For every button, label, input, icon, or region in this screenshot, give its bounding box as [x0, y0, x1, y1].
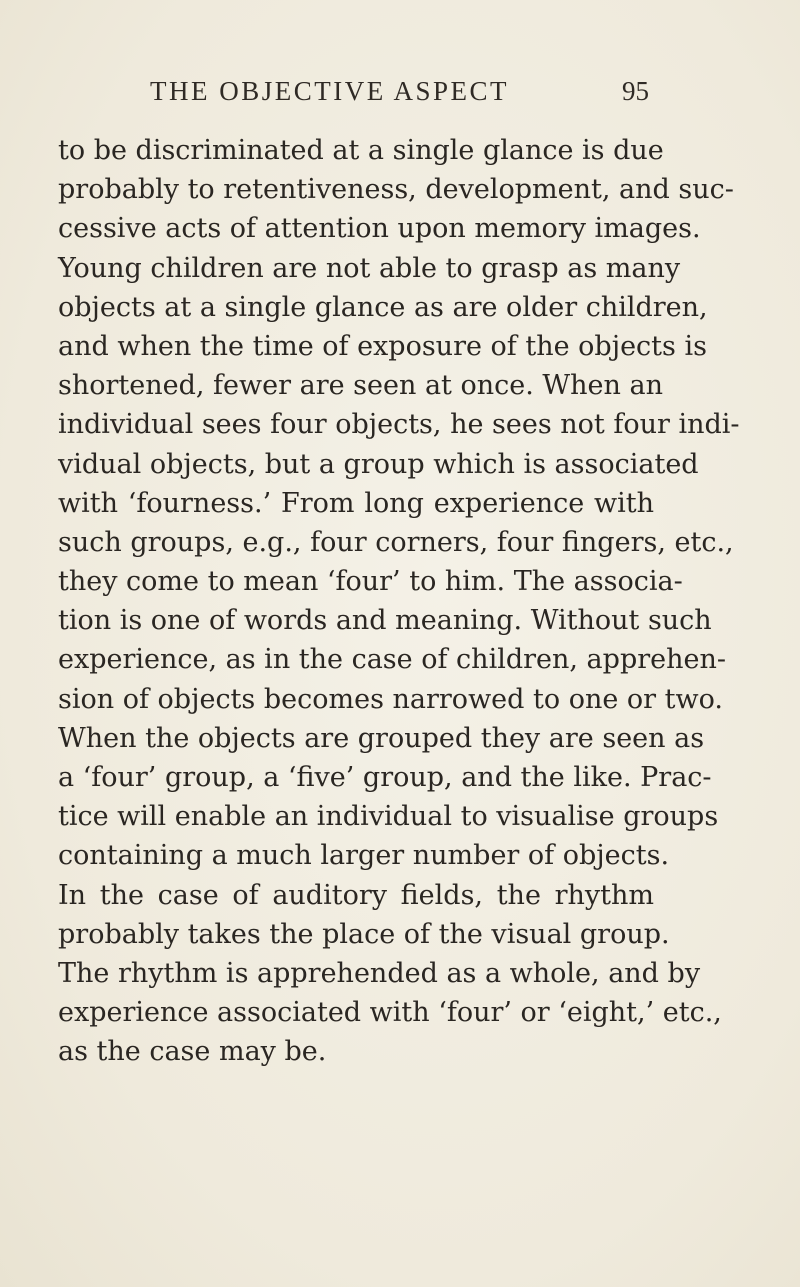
text-line: probably to retentiveness, development, and suc- [58, 174, 734, 206]
text-line: objects at a single glance as are older children, [58, 291, 708, 323]
text-line: and when the time of exposure of the objects is [58, 330, 707, 362]
page-number: 95 [622, 76, 649, 106]
text-line: to be discriminated at a single glance is due [58, 135, 664, 166]
text-line: vidual objects, but a group which is associated [58, 448, 699, 480]
text-line: with ‘fourness.’ From long experience with [58, 487, 654, 519]
text-line: cessive acts of attention upon memory images. [58, 213, 701, 245]
text-line: individual sees four objects, he sees not four indi- [58, 409, 740, 441]
text-line: tion is one of words and meaning. Without such [58, 605, 712, 637]
text-line: In the case of auditory fields, the rhythm [58, 879, 654, 911]
text-line: containing a much larger number of objects. [58, 840, 670, 872]
text-line: experience associated with ‘four’ or ‘eight,’ etc., [58, 997, 722, 1029]
running-header: THE OBJECTIVE ASPECT [150, 76, 510, 106]
text-line: When the objects are grouped they are seen as [58, 722, 705, 754]
text-line: they come to mean ‘four’ to him. The associa- [58, 566, 683, 598]
text-line: tice will enable an individual to visualise groups [58, 801, 719, 833]
text-line: The rhythm is apprehended as a whole, and by [58, 957, 701, 989]
text-line: probably takes the place of the visual group. [58, 918, 670, 950]
body-text [58, 131, 740, 1072]
text-line: as the case may be. [58, 1036, 327, 1068]
text-line: such groups, e.g., four corners, four fingers, etc., [58, 526, 734, 558]
text-line: experience, as in the case of children, apprehen- [58, 644, 726, 676]
text-line: shortened, fewer are seen at once. When an [58, 370, 663, 402]
text-line: sion of objects becomes narrowed to one or two. [58, 683, 723, 715]
text-line: Young children are not able to grasp as many [58, 252, 681, 284]
text-line: a ‘four’ group, a ‘five’ group, and the like. Prac- [58, 762, 712, 793]
